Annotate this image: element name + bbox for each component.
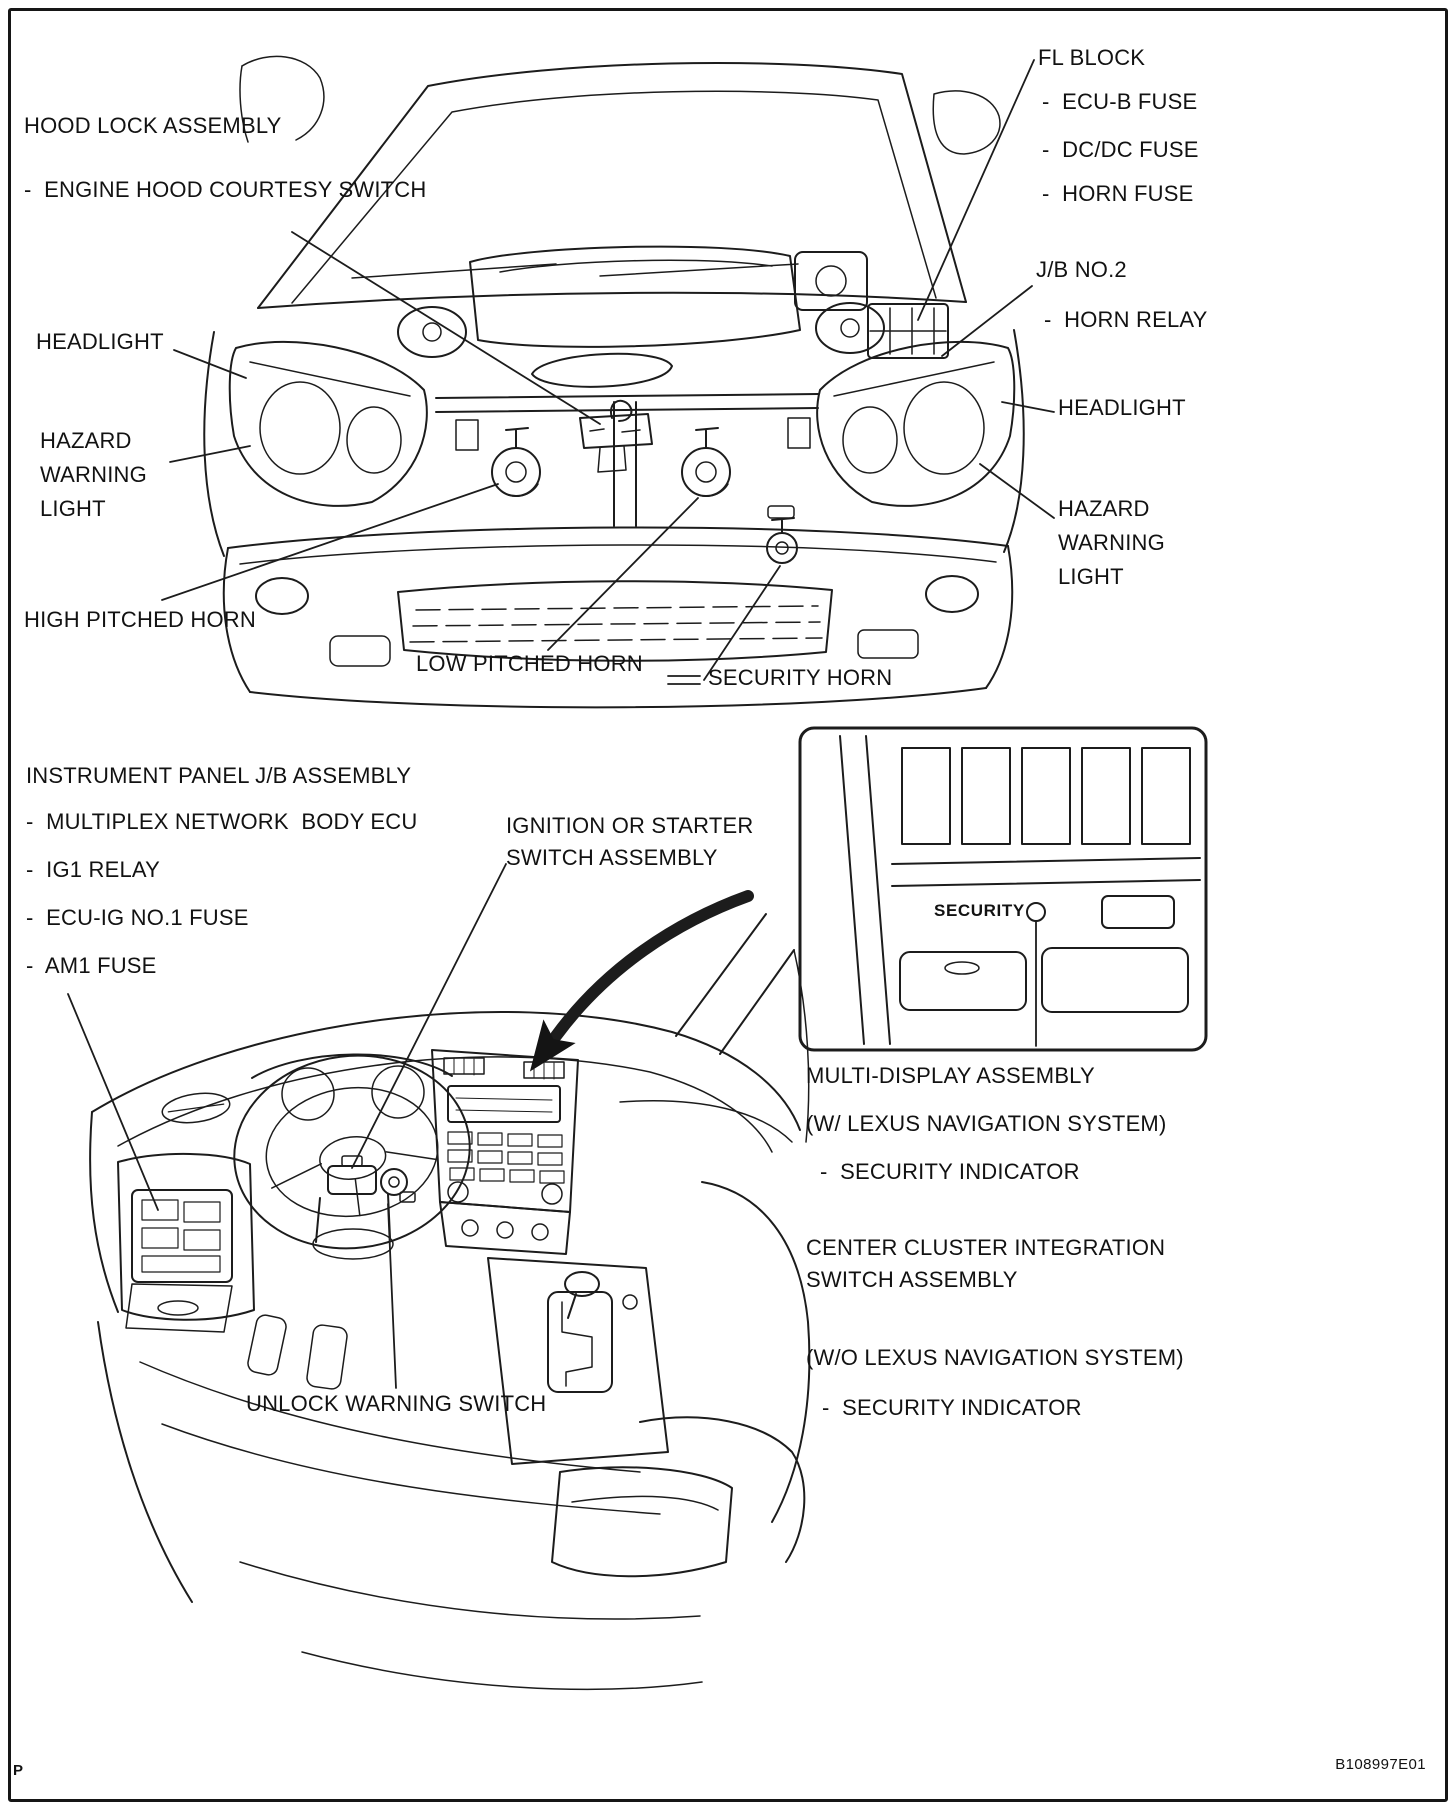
zoom-arrow (556, 896, 748, 1036)
label-headlight-left: HEADLIGHT (36, 329, 164, 354)
label-fl-block: FL BLOCK (1038, 45, 1146, 70)
figure-code: B108997E01 (1335, 1756, 1426, 1773)
headlight-left-part (230, 342, 427, 506)
label-multi-display-assembly: MULTI-DISPLAY ASSEMBLY (806, 1063, 1095, 1088)
hood-lock-assembly-part (580, 401, 652, 472)
label-inset-security: SECURITY (934, 901, 1025, 920)
label-hood-lock-assembly: HOOD LOCK ASSEMBLY (24, 113, 282, 138)
label-without-nav-system: (W/O LEXUS NAVIGATION SYSTEM) (806, 1345, 1184, 1370)
label-horn-fuse: - HORN FUSE (1042, 181, 1194, 206)
label-ignition-switch-assembly: IGNITION OR STARTER SWITCH ASSEMBLY (506, 813, 754, 870)
label-ecu-b-fuse: - ECU-B FUSE (1042, 89, 1198, 114)
label-with-nav-system: (W/ LEXUS NAVIGATION SYSTEM) (806, 1111, 1167, 1136)
leader-lines-cabin (68, 864, 506, 1388)
label-low-pitched-horn: LOW PITCHED HORN (416, 651, 643, 676)
security-horn-part (767, 506, 797, 563)
label-security-indicator-2: - SECURITY INDICATOR (822, 1395, 1082, 1420)
corner-mark: P (13, 1762, 24, 1779)
multi-display-part (448, 1086, 560, 1122)
label-instrument-panel-jb: INSTRUMENT PANEL J/B ASSEMBLY (26, 763, 412, 788)
label-dc-dc-fuse: - DC/DC FUSE (1042, 137, 1199, 162)
label-security-indicator-1: - SECURITY INDICATOR (820, 1159, 1080, 1184)
label-center-cluster-switch: CENTER CLUSTER INTEGRATION SWITCH ASSEMBLY (806, 1235, 1166, 1292)
high-pitched-horn-part (492, 428, 540, 496)
low-pitched-horn-part (682, 428, 730, 496)
fl-block-part (868, 304, 948, 358)
label-hazard-warning-right: HAZARD WARNING LIGHT (1058, 496, 1165, 589)
label-horn-relay: - HORN RELAY (1044, 307, 1208, 332)
security-indicator-inset (800, 728, 1206, 1050)
label-am1-fuse: - AM1 FUSE (26, 953, 157, 978)
headlight-right-part (817, 342, 1014, 506)
label-unlock-warning-switch: UNLOCK WARNING SWITCH (246, 1391, 547, 1416)
label-engine-hood-courtesy-switch: - ENGINE HOOD COURTESY SWITCH (24, 177, 427, 202)
label-ecu-ig-no1-fuse: - ECU-IG NO.1 FUSE (26, 905, 249, 930)
dashboard-drawing (90, 914, 809, 1689)
label-ig1-relay: - IG1 RELAY (26, 857, 161, 882)
label-high-pitched-horn: HIGH PITCHED HORN (24, 607, 256, 632)
label-hazard-warning-left: HAZARD WARNING LIGHT (40, 428, 147, 521)
label-headlight-right: HEADLIGHT (1058, 395, 1186, 420)
label-multiplex-body-ecu: - MULTIPLEX NETWORK BODY ECU (26, 809, 418, 834)
label-jb-no2: J/B NO.2 (1036, 257, 1127, 282)
engine-bay-drawing (204, 56, 1023, 707)
security-indicator-circle (1027, 903, 1045, 921)
instrument-panel-jb-part (132, 1190, 232, 1282)
label-security-horn: SECURITY HORN (708, 665, 893, 690)
